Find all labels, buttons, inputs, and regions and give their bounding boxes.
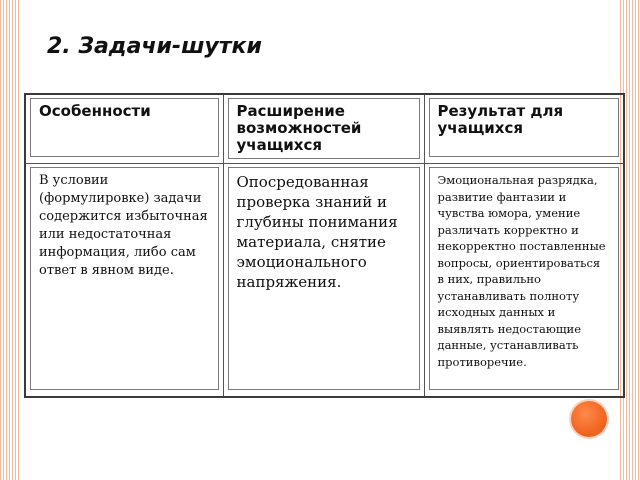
header-features: Особенности [39,102,151,120]
result-text: Эмоциональная разрядка, развитие фантазии и чувства юмора, умение различать корректно и некорректно поставленные вопросы, ориентироваться в них, правильно устанавливать полноту исходных данных и выявлять недостающие данные, устанавливать противоречие. [437,173,606,369]
cell-result [424,164,624,398]
orange-circle-icon [571,401,607,437]
header-opportunities: Расширение возможностей учащихся [236,102,362,154]
tasks-table [24,93,625,398]
features-text: В условии (формулировке) задачи содержится избыточная или недостаточная информация, либо сам ответ в явном виде. [39,173,208,278]
header-cell-features [25,94,223,164]
header-cell-opportunities [223,94,424,164]
cell-features [25,164,223,398]
table-header-row [25,94,624,164]
page-title: 2. Задачи-шутки [47,34,262,59]
cell-opportunities [223,164,424,398]
opportunities-text: Опосредованная проверка знаний и глубины понимания материала, снятие эмоционального напряжения. [236,173,398,291]
header-result: Результат для учащихся [437,102,564,137]
left-stripe-border [0,0,20,480]
header-cell-result [424,94,624,164]
table-row [25,164,624,398]
